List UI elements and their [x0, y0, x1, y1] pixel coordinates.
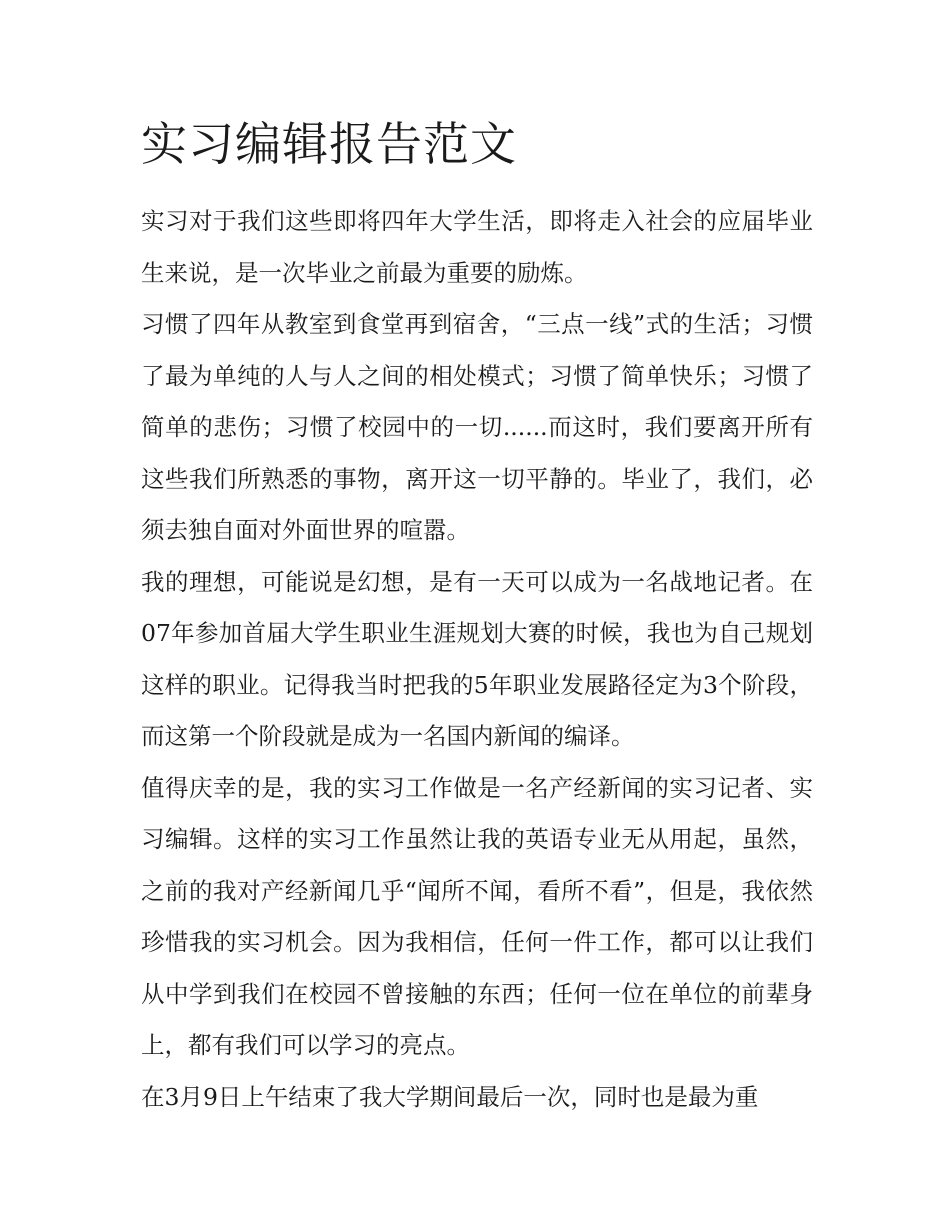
document-title: 实习编辑报告范文: [141, 117, 517, 171]
paragraph-4: 值得庆幸的是，我的实习工作做是一名产经新闻的实习记者、实习编辑。这样的实习工作虽然让我的英语专业无从用起，虽然，之前的我对产经新闻几乎“闻所不闻，看所不看”，但是，我依然珍惜我的实习机会。因为我相信，任何一件工作，都可以让我们从中学到我们在校园不曾接触的东西；任何一位在单位的前辈身上，都有我们可以学习的亮点。: [141, 773, 813, 1059]
paragraph-3: 我的理想，可能说是幻想，是有一天可以成为一名战地记者。在07年参加首届大学生职业生涯规划大赛的时候，我也为自己规划这样的职业。记得我当时把我的5年职业发展路径定为3个阶段，而这第一个阶段就是成为一名国内新闻的编译。: [141, 567, 813, 750]
paragraph-2: 习惯了四年从教室到食堂再到宿舍，“三点一线”式的生活；习惯了最为单纯的人与人之间的相处模式；习惯了简单快乐；习惯了简单的悲伤；习惯了校园中的一切......而这时，我们要离开所有这些我们所熟悉的事物，离开这一切平静的。毕业了，我们，必须去独自面对外面世界的喧嚣。: [141, 310, 813, 544]
document-page: [141, 112, 813, 1123]
paragraph-5: 在3月9日上午结束了我大学期间最后一次，同时也是最为重: [141, 1082, 759, 1111]
paragraph-1: 实习对于我们这些即将四年大学生活，即将走入社会的应届毕业生来说，是一次毕业之前最为重要的励炼。: [141, 207, 813, 287]
document-body: [141, 196, 813, 1123]
